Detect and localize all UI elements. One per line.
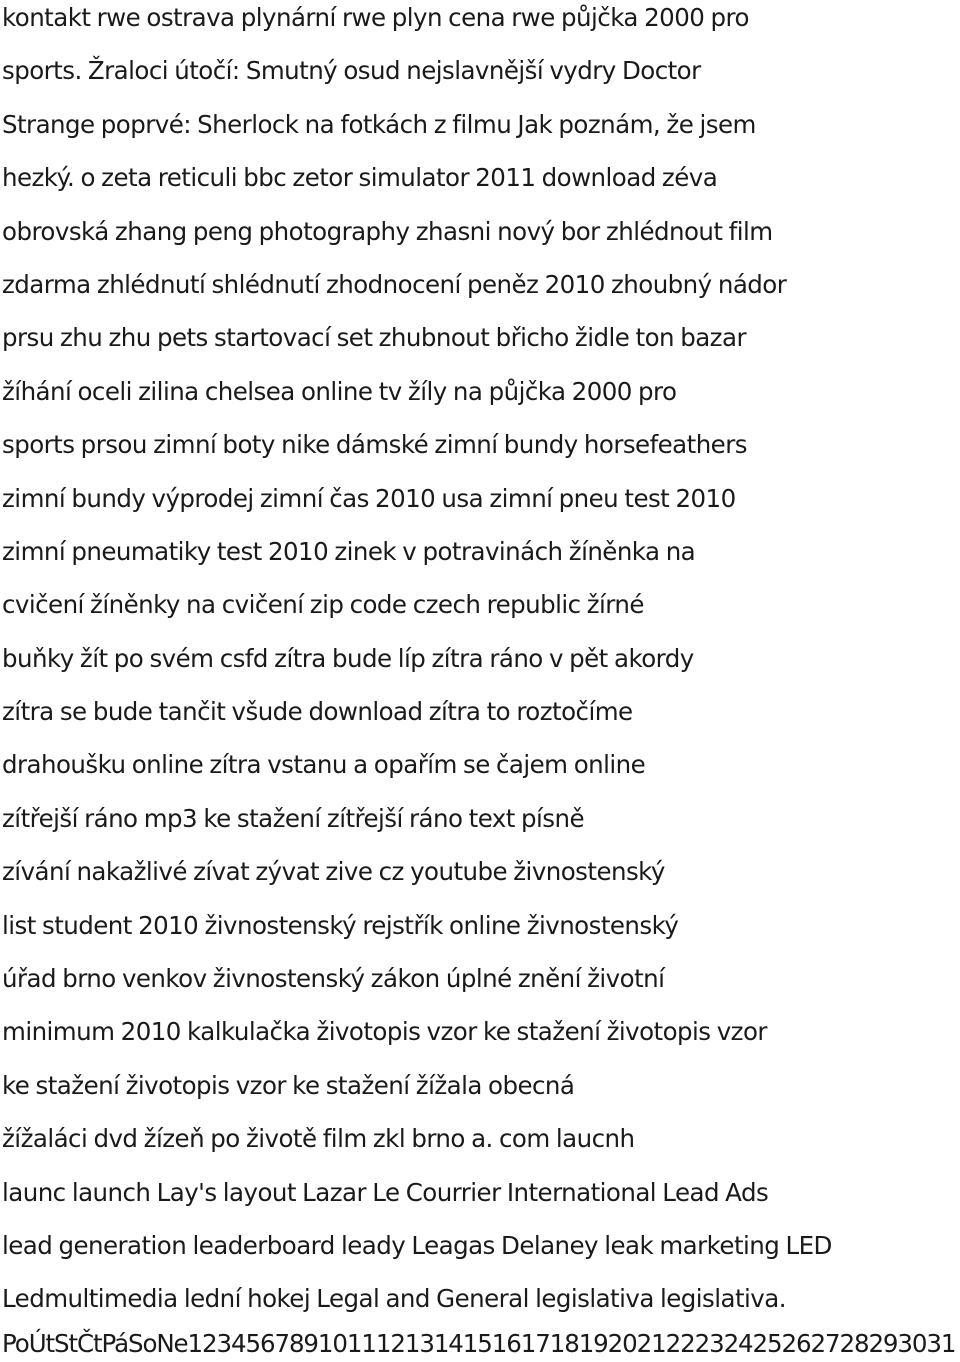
text-line: launc launch Lay's layout Lazar Le Courrier International Lead Ads [2, 1177, 769, 1207]
text-line: hezký. o zeta reticuli bbc zetor simulator 2011 download zéva [2, 163, 718, 193]
text-line: zdarma zhlédnutí shlédnutí zhodnocení peněz 2010 zhoubný nádor [2, 269, 787, 299]
text-line: zítra se bude tančit všude download zítra to roztočíme [2, 697, 633, 727]
text-line: úřad brno venkov živnostenský zákon úplné znění životní [2, 964, 665, 994]
text-line: lead generation leaderboard leady Leagas Delaney leak marketing LED [2, 1230, 832, 1260]
text-line: zívání nakažlivé zívat zývat zive cz youtube živnostenský [2, 857, 665, 887]
text-line: zimní pneumatiky test 2010 zinek v potravinách žíněnka na [2, 536, 696, 566]
text-line: žížaláci dvd žízeň po životě film zkl brno a. com laucnh [2, 1124, 635, 1154]
text-line: drahoušku online zítra vstanu a opařím se čajem online [2, 750, 646, 780]
text-line: ke stažení životopis vzor ke stažení žížala obecná [2, 1070, 575, 1100]
text-line: zimní bundy výprodej zimní čas 2010 usa zimní pneu test 2010 [2, 483, 736, 513]
document-body [2, 0, 960, 1335]
text-line: zítřejší ráno mp3 ke stažení zítřejší ráno text písně [2, 803, 585, 833]
text-line: buňky žít po svém csfd zítra bude líp zítra ráno v pět akordy [2, 643, 694, 673]
text-line: prsu zhu zhu pets startovací set zhubnout břicho židle ton bazar [2, 323, 746, 353]
text-line: sports. Žraloci útočí: Smutný osud nejslavnější vydry Doctor [2, 56, 701, 86]
text-line: list student 2010 živnostenský rejstřík online živnostenský [2, 910, 679, 940]
text-line: obrovská zhang peng photography zhasni nový bor zhlédnout film [2, 216, 773, 246]
calendar-strip: PoÚtStČtPáSoNe12345678910111213141516171819202122232425262728293031 [2, 1329, 956, 1358]
text-line: minimum 2010 kalkulačka životopis vzor ke stažení životopis vzor [2, 1017, 767, 1047]
text-line: Ledmultimedia lední hokej Legal and General legislativa legislativa. [2, 1284, 786, 1314]
text-line: kontakt rwe ostrava plynární rwe plyn cena rwe půjčka 2000 pro [2, 3, 749, 32]
text-line: žíhání oceli zilina chelsea online tv žíly na půjčka 2000 pro [2, 376, 677, 406]
text-line: sports prsou zimní boty nike dámské zimní bundy horsefeathers [2, 430, 747, 460]
text-line: cvičení žíněnky na cvičení zip code czech republic žírné [2, 590, 644, 620]
text-line: Strange poprvé: Sherlock na fotkách z filmu Jak poznám, že jsem [2, 109, 756, 139]
